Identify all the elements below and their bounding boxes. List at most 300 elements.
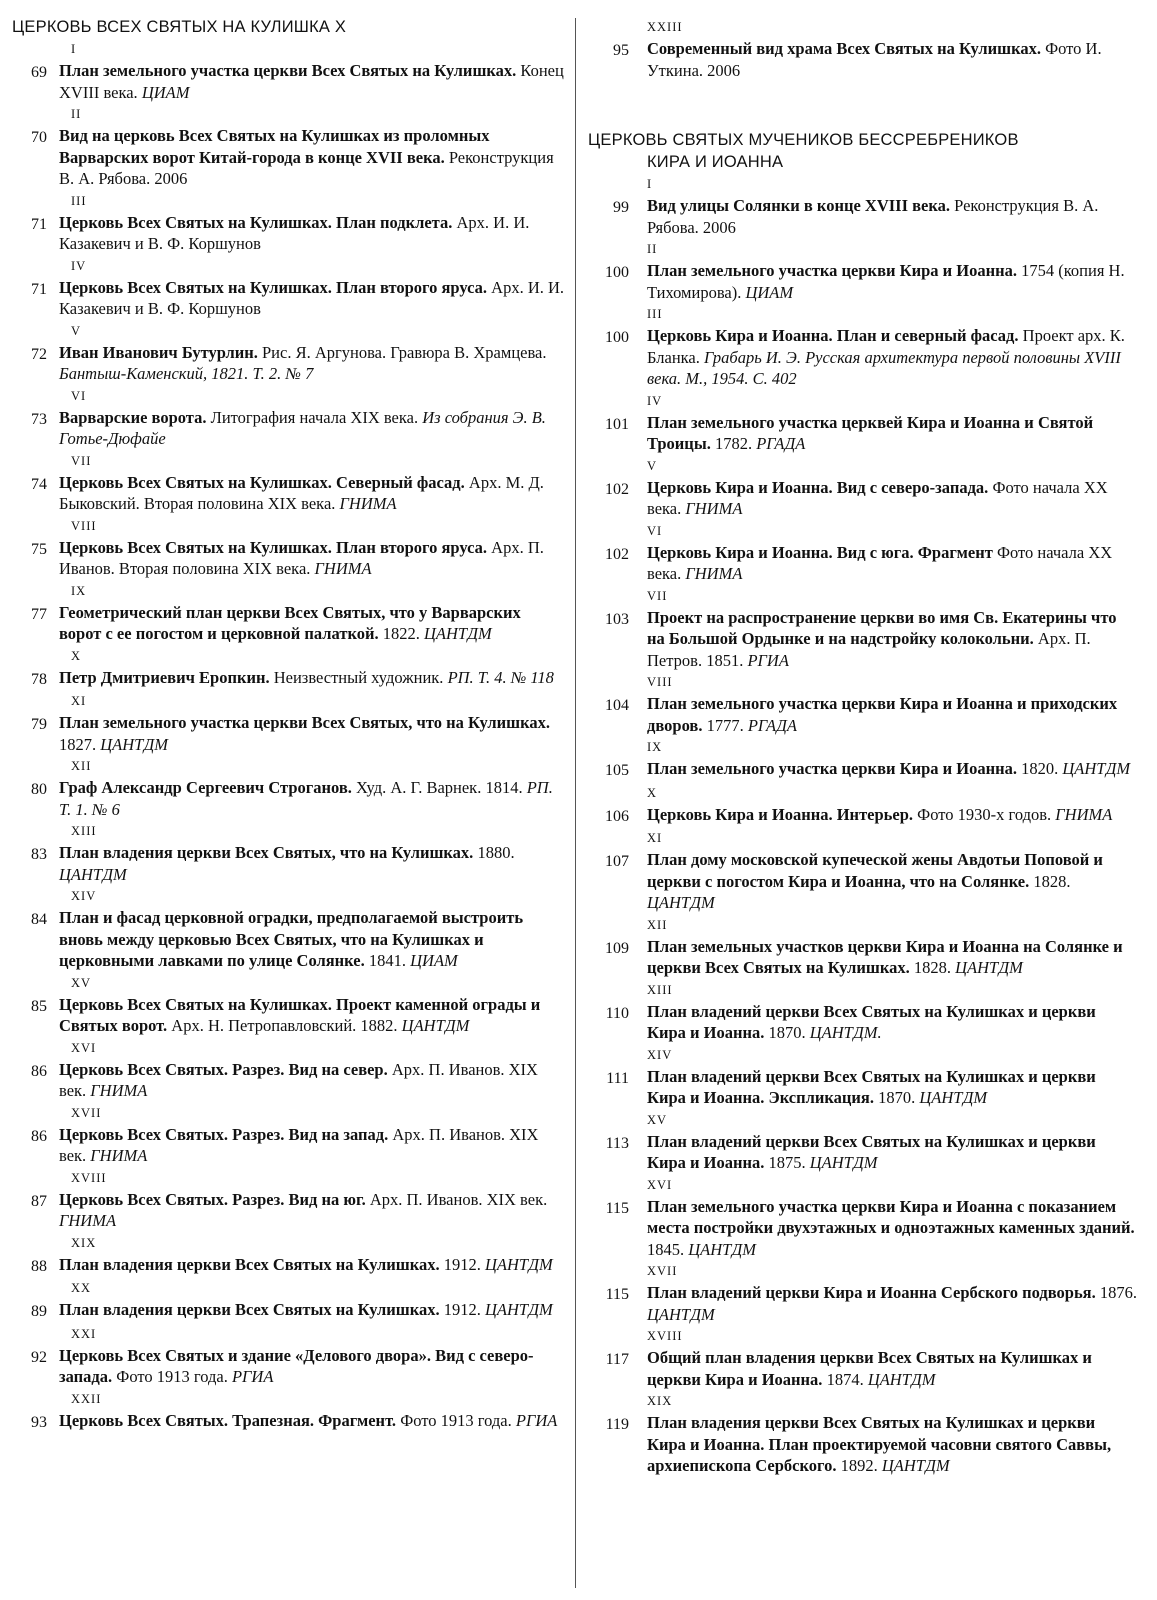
page-number: 74 <box>31 475 47 493</box>
entry-number: XVI <box>647 1177 673 1192</box>
entry-details: 1820. <box>1017 759 1063 778</box>
entry-description <box>59 1254 567 1278</box>
entry-number: I <box>71 42 77 56</box>
page-number: 109 <box>605 939 629 957</box>
entry-details: Арх. П. Петров. 1851. <box>647 629 1091 670</box>
entry-description <box>647 1131 1138 1174</box>
entry-title: Церковь Всех Святых на Кулишках. План подклета. <box>59 212 453 232</box>
entry-source: ЦАНТДМ <box>485 1300 553 1319</box>
list-item <box>12 712 567 755</box>
entry-description <box>647 693 1138 736</box>
list-item <box>12 1410 567 1434</box>
page-number: 85 <box>31 997 47 1015</box>
page-number: 86 <box>31 1062 47 1080</box>
list-item <box>12 342 567 385</box>
entry-source: ЦИАМ <box>141 82 190 102</box>
entry-title: План и фасад церковной оградки, предполагаемой выстроить вновь между церковью Всех Святых, что на Кулишках и церковными лавками по улице Солянке. <box>59 908 524 970</box>
page-number: 119 <box>605 1416 629 1433</box>
entry-source: ЦАНТДМ <box>424 624 492 643</box>
entry-details: Худ. А. Г. Варнек. 1814. <box>351 778 527 797</box>
entry-details: 1870. <box>764 1023 810 1042</box>
list-item <box>588 260 1138 303</box>
entry-title: Церковь Всех Святых. Разрез. Вид на юг. <box>59 1189 366 1209</box>
entry-title: Иван Иванович Бутурлин. <box>59 342 258 362</box>
entry-description <box>59 1059 567 1102</box>
list-item <box>12 472 567 515</box>
page-number: 80 <box>31 781 47 798</box>
entry-description <box>647 1347 1138 1390</box>
entry-details: Арх. П. Иванов. XIX век. <box>59 1059 538 1100</box>
entry-number: XVII <box>647 1264 678 1278</box>
list-item <box>12 1059 567 1102</box>
entry-description <box>59 212 567 255</box>
page-number: 107 <box>605 853 629 870</box>
list-item <box>588 1196 1138 1261</box>
entry-number: XXI <box>71 1326 97 1341</box>
list-item <box>588 607 1138 672</box>
page-number: 75 <box>31 540 47 558</box>
entry-description <box>59 537 567 580</box>
right-top-entry-list <box>588 16 1138 81</box>
entry-title: Церковь Всех Святых. Трапезная. Фрагмент. <box>59 1410 397 1430</box>
entry-description <box>647 1196 1138 1261</box>
entry-description <box>647 1412 1138 1477</box>
entry-description <box>647 849 1138 914</box>
page-number: 86 <box>31 1127 47 1145</box>
list-item <box>588 542 1138 585</box>
list-item <box>588 1282 1138 1325</box>
entry-number: VII <box>647 588 668 603</box>
entry-number: IX <box>71 583 87 598</box>
entry-source: ГНИМА <box>59 1211 117 1230</box>
list-item <box>12 407 567 450</box>
entry-number: III <box>71 193 87 208</box>
entry-title: План владений церкви Всех Святых на Кулишках и церкви Кира и Иоанна. <box>647 1131 1096 1172</box>
entry-number: III <box>647 307 663 321</box>
page-number: 83 <box>31 846 47 863</box>
entry-description <box>647 758 1138 782</box>
entry-title: Церковь Кира и Иоанна. План и северный фасад. <box>647 326 1019 345</box>
entry-number: IV <box>71 258 87 273</box>
entry-source: ЦАНТДМ <box>485 1254 553 1274</box>
entry-description <box>59 1410 567 1434</box>
entry-title: Общий план владения церкви Всех Святых на Кулишках и церкви Кира и Иоанна. <box>647 1348 1092 1389</box>
entry-source: ГНИМА <box>339 494 397 513</box>
page-number: 88 <box>31 1257 47 1275</box>
entry-description <box>59 1299 567 1323</box>
entry-details: 1870. <box>873 1088 920 1107</box>
entry-details: 1777. <box>702 715 748 735</box>
entry-number: VIII <box>71 518 97 533</box>
entry-details: 1828. <box>1029 871 1071 891</box>
list-item <box>12 277 567 320</box>
entry-details: Реконструкция В. А. Рябова. 2006 <box>59 147 554 188</box>
page-number: 92 <box>31 1348 47 1366</box>
entry-title: План земельного участка церкви Кира и Иоанна. <box>647 261 1017 280</box>
page-number: 71 <box>31 280 47 298</box>
entry-title: План земельного участка церкви Кира и Иоанна. <box>647 759 1017 778</box>
entry-number: XV <box>71 975 92 990</box>
entry-description <box>59 60 567 103</box>
entry-description <box>647 195 1138 238</box>
entry-description <box>647 542 1138 585</box>
entry-source: Бантыш-Каменский, 1821. Т. 2. № 7 <box>59 364 314 383</box>
entry-details: 1892. <box>836 1456 882 1475</box>
entry-description <box>647 607 1138 672</box>
entry-details: 1827. <box>59 734 101 754</box>
list-item <box>12 1189 567 1232</box>
entry-details: Фото 1930-х годов. <box>913 804 1056 824</box>
page-number: 89 <box>31 1303 47 1320</box>
page-number: 111 <box>606 1069 629 1087</box>
list-item <box>12 212 567 255</box>
entry-source: ГНИМА <box>314 559 372 578</box>
entry-title: План владения церкви Всех Святых на Кулишках и церкви Кира и Иоанна. План проектируемой часовни святого Саввы, архиепископа Сербского. <box>647 1413 1112 1475</box>
page-number: 115 <box>605 1199 629 1217</box>
entry-description <box>59 1345 567 1388</box>
list-item <box>588 1001 1138 1044</box>
entry-description <box>59 1124 567 1167</box>
entry-source: ЦАНТДМ <box>881 1456 950 1475</box>
entry-description <box>59 842 567 885</box>
list-item <box>588 38 1138 81</box>
entry-title: Граф Александр Сергеевич Строганов. <box>59 778 352 797</box>
entry-source: РГАДА <box>747 715 797 735</box>
entry-number: XXII <box>71 1391 102 1406</box>
entry-title: Вид на церковь Всех Святых на Кулишках из проломных Варварских ворот Китай-города в конце XVII века. <box>59 126 490 167</box>
entry-number: XIX <box>71 1235 97 1250</box>
entry-details: Литография начала XIX века. <box>206 407 423 427</box>
entry-title: Церковь Всех Святых на Кулишках. План второго яруса. <box>59 537 488 557</box>
entry-description <box>647 325 1138 390</box>
entry-title: Церковь Всех Святых на Кулишках. Проект каменной ограды и Святых ворот. <box>59 994 541 1035</box>
entry-number: XX <box>71 1281 92 1295</box>
list-item <box>12 537 567 580</box>
entry-description <box>647 1001 1138 1044</box>
section-spacer <box>588 81 1138 129</box>
entry-number: XI <box>71 694 87 708</box>
entry-source: Грабарь И. Э. Русская архитектура первой половины XVIII века. М., 1954. С. 402 <box>647 347 1121 388</box>
entry-title: Церковь Всех Святых и здание «Делового двора». Вид с северо-запада. <box>59 1345 534 1386</box>
entry-number: II <box>71 107 82 121</box>
entry-number: XIII <box>71 824 97 838</box>
entry-number: XII <box>647 917 668 932</box>
entry-number: X <box>647 785 658 800</box>
entry-details: Арх. Н. Петропавловский. 1882. <box>167 1016 402 1035</box>
page-number: 69 <box>31 64 47 81</box>
entry-description <box>59 472 567 515</box>
entry-number: XXIII <box>647 20 683 34</box>
entry-details: Фото начала XX века. <box>647 542 1113 583</box>
entry-number: VI <box>647 523 663 538</box>
entry-title: План земельных участков церкви Кира и Иоанна на Солянке и церкви Всех Святых на Кулишках. <box>647 936 1123 977</box>
list-item <box>588 195 1138 238</box>
entry-details: Фото 1913 года. <box>112 1367 232 1386</box>
entry-description <box>59 712 567 755</box>
entry-details: Рис. Я. Аргунова. Гравюра В. Храмцева. <box>257 342 547 362</box>
page-number: 110 <box>605 1004 629 1022</box>
entry-title: Церковь Кира и Иоанна. Интерьер. <box>647 804 914 824</box>
entry-description <box>647 804 1138 828</box>
section-title-all-saints: ЦЕРКОВЬ ВСЕХ СВЯТЫХ НА КУЛИШКА Х <box>12 18 347 36</box>
list-item <box>588 1066 1138 1109</box>
entry-source: ЦАНТДМ <box>1062 759 1131 778</box>
entry-number: XVIII <box>647 1329 683 1343</box>
entry-title: Церковь Кира и Иоанна. Вид с северо-запада. <box>647 477 989 497</box>
entry-details: 1754 (копия Н. Тихомирова). <box>647 261 1125 302</box>
entry-details: Арх. П. Иванов. XIX век. <box>365 1189 548 1209</box>
entry-title: План владений церкви Кира и Иоанна Сербского подворья. <box>647 1283 1096 1302</box>
entry-source: ЦАНТДМ <box>955 958 1023 977</box>
entry-details: Арх. М. Д. Быковский. Вторая половина XIX века. <box>59 472 544 513</box>
list-item <box>12 994 567 1037</box>
entry-description <box>59 667 567 691</box>
entry-description <box>59 1189 567 1232</box>
section-title-cyrus-john <box>588 129 1138 173</box>
page-number: 101 <box>605 415 629 433</box>
entry-source: ЦАНТДМ <box>919 1088 988 1107</box>
entry-number: VIII <box>647 675 673 689</box>
entry-number: XIII <box>647 982 673 997</box>
page-number: 102 <box>605 480 629 498</box>
entry-description <box>647 936 1138 979</box>
entry-title: Вид улицы Солянки в конце XVIII века. <box>647 196 951 215</box>
entry-number: I <box>647 177 653 191</box>
entry-source: РГИА <box>231 1367 274 1386</box>
entry-source: РП. Т. 4. № 118 <box>447 667 554 687</box>
page-number: 72 <box>31 345 47 363</box>
list-item <box>588 1412 1138 1477</box>
column-divider <box>575 18 576 1588</box>
list-item <box>588 325 1138 390</box>
entry-details: 1880. <box>473 843 515 862</box>
entry-description <box>59 602 567 645</box>
entry-number: XI <box>647 831 663 845</box>
entry-source: ЦИАМ <box>410 951 458 970</box>
entry-description <box>647 477 1138 520</box>
entry-source: ЦАНТДМ <box>401 1016 470 1035</box>
entry-number: V <box>71 323 82 338</box>
entry-description <box>647 260 1138 303</box>
page-number: 77 <box>31 605 47 623</box>
list-item <box>588 1131 1138 1174</box>
entry-source: РГИА <box>515 1410 558 1430</box>
entry-source: ЦАНТДМ <box>59 864 127 884</box>
entry-title: План владений церкви Всех Святых на Кулишках и церкви Кира и Иоанна. <box>647 1001 1096 1042</box>
entry-source: ГНИМА <box>1055 804 1113 824</box>
entry-number: XVI <box>71 1040 97 1055</box>
list-item <box>12 777 567 820</box>
list-item <box>12 1124 567 1167</box>
entry-source: Из собрания Э. В. Готье-Дюфайе <box>59 407 546 448</box>
list-item <box>588 412 1138 455</box>
entry-source: РГИА <box>747 650 789 670</box>
list-item <box>588 693 1138 736</box>
entry-details: 1912. <box>439 1254 485 1274</box>
entry-description <box>647 38 1138 81</box>
page-number: 79 <box>31 716 47 733</box>
page-number: 106 <box>605 807 629 825</box>
list-item <box>12 1299 567 1323</box>
entry-details: 1822. <box>378 624 425 643</box>
entry-source: ЦАНТДМ <box>647 893 715 912</box>
page-number: 113 <box>605 1134 629 1152</box>
entry-details: 1828. <box>909 958 956 977</box>
list-item <box>588 1347 1138 1390</box>
entry-description <box>647 412 1138 455</box>
entry-title: Церковь Кира и Иоанна. Вид с юга. Фрагмент <box>647 542 993 562</box>
page-number: 105 <box>605 762 629 779</box>
list-item <box>588 477 1138 520</box>
entry-description <box>59 907 567 972</box>
entry-title: План земельного участка церкви Кира и Иоанна с показанием места постройки двухэтажных и одноэтажных каменных зданий. <box>647 1196 1135 1237</box>
entry-details: 1874. <box>822 1369 868 1389</box>
list-item <box>588 936 1138 979</box>
list-item <box>12 1345 567 1388</box>
entry-title: План дому московской купеческой жены Авдотьи Поповой и церкви с погостом Кира и Иоанна, что на Солянке. <box>647 850 1103 891</box>
entry-title: План владения церкви Всех Святых на Кулишках. <box>59 1254 440 1274</box>
page-number: 84 <box>31 911 47 928</box>
page-number: 104 <box>605 697 629 714</box>
page-number: 100 <box>605 264 629 281</box>
entry-number: IV <box>647 393 663 408</box>
entry-title: План земельного участка церкви Всех Святых на Кулишках. <box>59 61 517 80</box>
entry-number: XIV <box>647 1047 673 1062</box>
entry-description <box>59 342 567 385</box>
entry-source: РГАДА <box>756 434 806 453</box>
entry-source: ЦАНТДМ <box>647 1304 715 1324</box>
entry-description <box>59 407 567 450</box>
entry-details: Фото И. Уткина. 2006 <box>647 39 1102 80</box>
entry-details: Арх. П. Иванов. Вторая половина XIX века. <box>59 537 544 578</box>
entry-source: ЦАНТДМ. <box>809 1023 882 1042</box>
entry-description <box>647 1066 1138 1109</box>
page-number: 103 <box>605 610 629 628</box>
entry-details: 1876. <box>1095 1283 1137 1302</box>
list-item <box>588 758 1138 782</box>
list-item <box>588 849 1138 914</box>
page-number: 99 <box>613 199 629 216</box>
entry-source: ЦАНТДМ <box>809 1153 878 1172</box>
entry-number: VI <box>71 388 87 403</box>
entry-description <box>59 994 567 1037</box>
list-item <box>12 60 567 103</box>
entry-details: Реконструкция В. А. Рябова. 2006 <box>647 196 1099 237</box>
entry-number: XII <box>71 759 92 773</box>
entry-details: 1912. <box>439 1300 485 1319</box>
page-number: 71 <box>31 215 47 233</box>
page-number: 70 <box>31 129 47 146</box>
page-number: 93 <box>31 1413 47 1431</box>
entry-number: V <box>647 458 658 473</box>
right-entry-list <box>588 173 1138 1477</box>
entry-description <box>59 277 567 320</box>
list-item <box>12 1254 567 1278</box>
entry-source: ГНИМА <box>685 499 743 518</box>
left-column <box>12 16 567 1433</box>
page-number: 115 <box>605 1286 629 1303</box>
page-number: 95 <box>613 42 629 59</box>
entry-source: ЦАНТДМ <box>100 734 168 754</box>
list-item <box>12 667 567 691</box>
left-entry-list <box>12 38 567 1433</box>
entry-number: IX <box>647 740 663 754</box>
entry-details: 1782. <box>710 434 757 453</box>
entry-source: ЦИАМ <box>745 282 794 302</box>
entry-number: XIV <box>71 889 97 903</box>
entry-number: X <box>71 648 82 663</box>
entry-source: РП. Т. 1. № 6 <box>59 778 553 819</box>
entry-details: Неизвестный художник. <box>269 667 448 687</box>
entry-title: План владения церкви Всех Святых на Кулишках. <box>59 1300 440 1319</box>
entry-title: Геометрический план церкви Всех Святых, что у Варварских ворот с ее погостом и церковной палаткой. <box>59 602 521 643</box>
entry-title: Варварские ворота. <box>59 407 207 427</box>
entry-title: План земельного участка церкви Кира и Иоанна и приходских дворов. <box>647 694 1118 735</box>
page-number: 87 <box>31 1192 47 1210</box>
entry-title: Петр Дмитриевич Еропкин. <box>59 667 270 687</box>
page-number: 73 <box>31 410 47 428</box>
entry-source: ГНИМА <box>685 564 743 583</box>
entry-details: 1845. <box>647 1239 689 1259</box>
entry-title: План владения церкви Всех Святых, что на Кулишках. <box>59 843 474 862</box>
right-column <box>588 16 1138 1477</box>
entry-number: II <box>647 242 658 256</box>
entry-title: Церковь Всех Святых на Кулишках. План второго яруса. <box>59 277 488 297</box>
entry-title: План земельного участка церкви Всех Святых, что на Кулишках. <box>59 713 550 732</box>
entry-source: ГНИМА <box>90 1146 148 1165</box>
entry-details: 1841. <box>364 951 411 970</box>
list-item <box>12 907 567 972</box>
entry-source: ЦАНТДМ <box>688 1239 756 1259</box>
section-title-line2: КИРА И ИОАННА <box>647 153 784 171</box>
page-number: 102 <box>605 545 629 563</box>
entry-number: XIX <box>647 1394 673 1408</box>
list-item <box>12 842 567 885</box>
entry-title: Церковь Всех Святых. Разрез. Вид на север. <box>59 1059 388 1079</box>
section-title-line1: ЦЕРКОВЬ СВЯТЫХ МУЧЕНИКОВ БЕССРЕБРЕНИКОВ <box>588 131 1019 149</box>
entry-details: Конец XVIII века. <box>59 61 564 102</box>
entry-details: Арх. И. И. Казакевич и В. Ф. Коршунов <box>59 212 530 253</box>
entry-details: Фото начала XX века. <box>647 477 1108 518</box>
entry-number: XV <box>647 1112 668 1127</box>
entry-details: Арх. И. И. Казакевич и В. Ф. Коршунов <box>59 277 565 318</box>
entry-description <box>59 777 567 820</box>
entry-title: План земельного участка церквей Кира и Иоанна и Святой Троицы. <box>647 412 1094 453</box>
list-item <box>12 602 567 645</box>
entry-source: ЦАНТДМ <box>867 1369 936 1389</box>
entry-details: Фото 1913 года. <box>396 1410 516 1430</box>
entry-description <box>647 1282 1138 1325</box>
entry-title: Церковь Всех Святых. Разрез. Вид на запад. <box>59 1124 389 1144</box>
entry-details: Арх. П. Иванов. XIX век. <box>59 1124 539 1165</box>
entry-source: ГНИМА <box>90 1081 148 1100</box>
list-item <box>12 125 567 190</box>
entry-number: XVIII <box>71 1170 107 1185</box>
page-number: 117 <box>605 1351 629 1368</box>
entry-title: Современный вид храма Всех Святых на Кулишках. <box>647 39 1041 58</box>
page-number: 78 <box>31 670 47 688</box>
entry-title: Церковь Всех Святых на Кулишках. Северный фасад. <box>59 472 465 492</box>
page-number: 100 <box>605 329 629 346</box>
entry-title: Проект на распространение церкви во имя Св. Екатерины что на Большой Ордынке и на надстройку колокольни. <box>647 607 1117 648</box>
entry-details: Проект арх. К. Бланка. <box>647 326 1125 367</box>
entry-description <box>59 125 567 190</box>
entry-number: XVII <box>71 1105 102 1120</box>
entry-title: План владений церкви Всех Святых на Кулишках и церкви Кира и Иоанна. Экспликация. <box>647 1066 1096 1107</box>
entry-number: VII <box>71 453 92 468</box>
entry-details: 1875. <box>764 1153 810 1172</box>
list-item <box>588 804 1138 828</box>
